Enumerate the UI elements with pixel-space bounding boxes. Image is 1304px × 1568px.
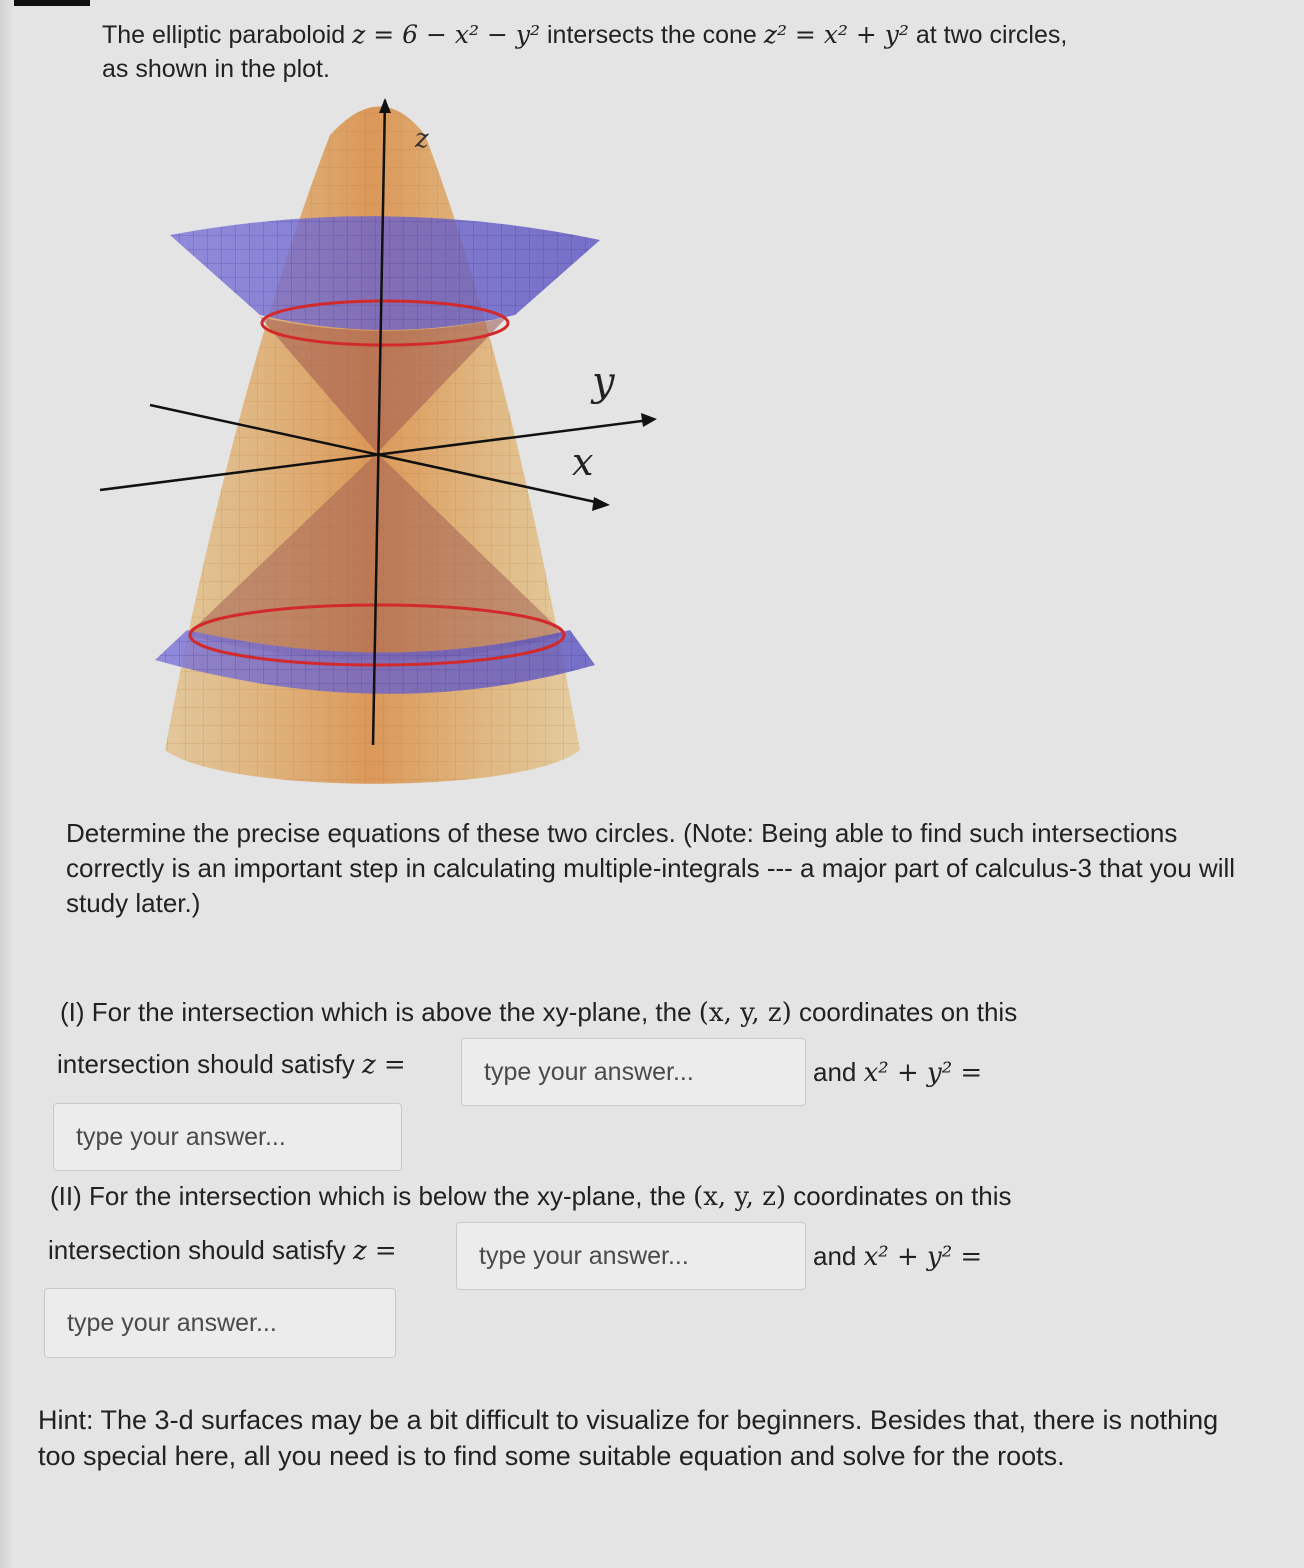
part2-prompt	[50, 1178, 1012, 1215]
hint-text: Hint: The 3-d surfaces may be a bit difficult to visualize for beginners. Besides that, there is nothing too special here, all you need is to find some suitable equation and solve for the roots.	[38, 1405, 1219, 1471]
page-left-edge	[0, 0, 14, 1568]
y-axis-arrowhead	[641, 413, 657, 427]
part1-xy-answer-input[interactable]	[53, 1103, 402, 1171]
part1-prompt	[60, 994, 1017, 1031]
part1-coords: (x, y, z)	[698, 998, 792, 1028]
part1-and-line	[813, 1054, 982, 1091]
intro-text-mid: intersects the cone	[546, 21, 757, 49]
part1-z-equals: z =	[361, 1050, 406, 1080]
z-axis-label: z	[415, 124, 429, 154]
upper-cone-rim-grid	[170, 216, 600, 330]
part1-z-answer-input[interactable]	[461, 1038, 806, 1106]
part2-suffix: coordinates on this	[793, 1181, 1012, 1211]
intro-text-pre: The elliptic paraboloid	[102, 21, 346, 49]
part2-satisfy-line	[48, 1232, 397, 1269]
part1-suffix: coordinates on this	[798, 997, 1018, 1027]
cone-equation: z² = x² + y²	[763, 20, 909, 49]
question-text: Determine the precise equations of these two circles. (Note: Being able to find such intersections correctly is an important step in calculating multiple-integrals --- a major part of calculus-3 that you will study later.)	[66, 818, 1236, 918]
surface-plot	[95, 95, 695, 795]
part1-satisfy: intersection should satisfy	[57, 1049, 355, 1079]
part2-and-line	[813, 1238, 982, 1275]
intro-line2: as shown in the plot.	[102, 55, 330, 83]
part1-and: and	[813, 1057, 857, 1087]
part2-coords: (x, y, z)	[693, 1182, 787, 1212]
part2-prefix: (II) For the intersection which is below the xy-plane, the	[50, 1181, 686, 1211]
part2-satisfy: intersection should satisfy	[48, 1235, 346, 1265]
part2-z-equals: z =	[352, 1236, 397, 1266]
part1-prefix: (I) For the intersection which is above the xy-plane, the	[60, 997, 692, 1027]
intro-text-post: at two circles,	[915, 21, 1068, 49]
part2-and: and	[813, 1241, 857, 1271]
part2-z-answer-input[interactable]	[456, 1222, 806, 1290]
z-axis-arrowhead	[379, 98, 391, 113]
x-axis-label: x	[572, 440, 594, 484]
part2-xy-answer-input[interactable]	[44, 1288, 396, 1358]
part2-xy-equals: x² + y² =	[863, 1242, 983, 1272]
problem-statement	[102, 18, 1252, 86]
y-axis-label: y	[592, 359, 615, 405]
part1-xy-equals: x² + y² =	[863, 1058, 983, 1088]
paraboloid-equation: z = 6 − x² − y²	[352, 20, 541, 49]
x-axis-arrowhead	[592, 497, 610, 511]
part1-satisfy-line	[57, 1046, 406, 1083]
